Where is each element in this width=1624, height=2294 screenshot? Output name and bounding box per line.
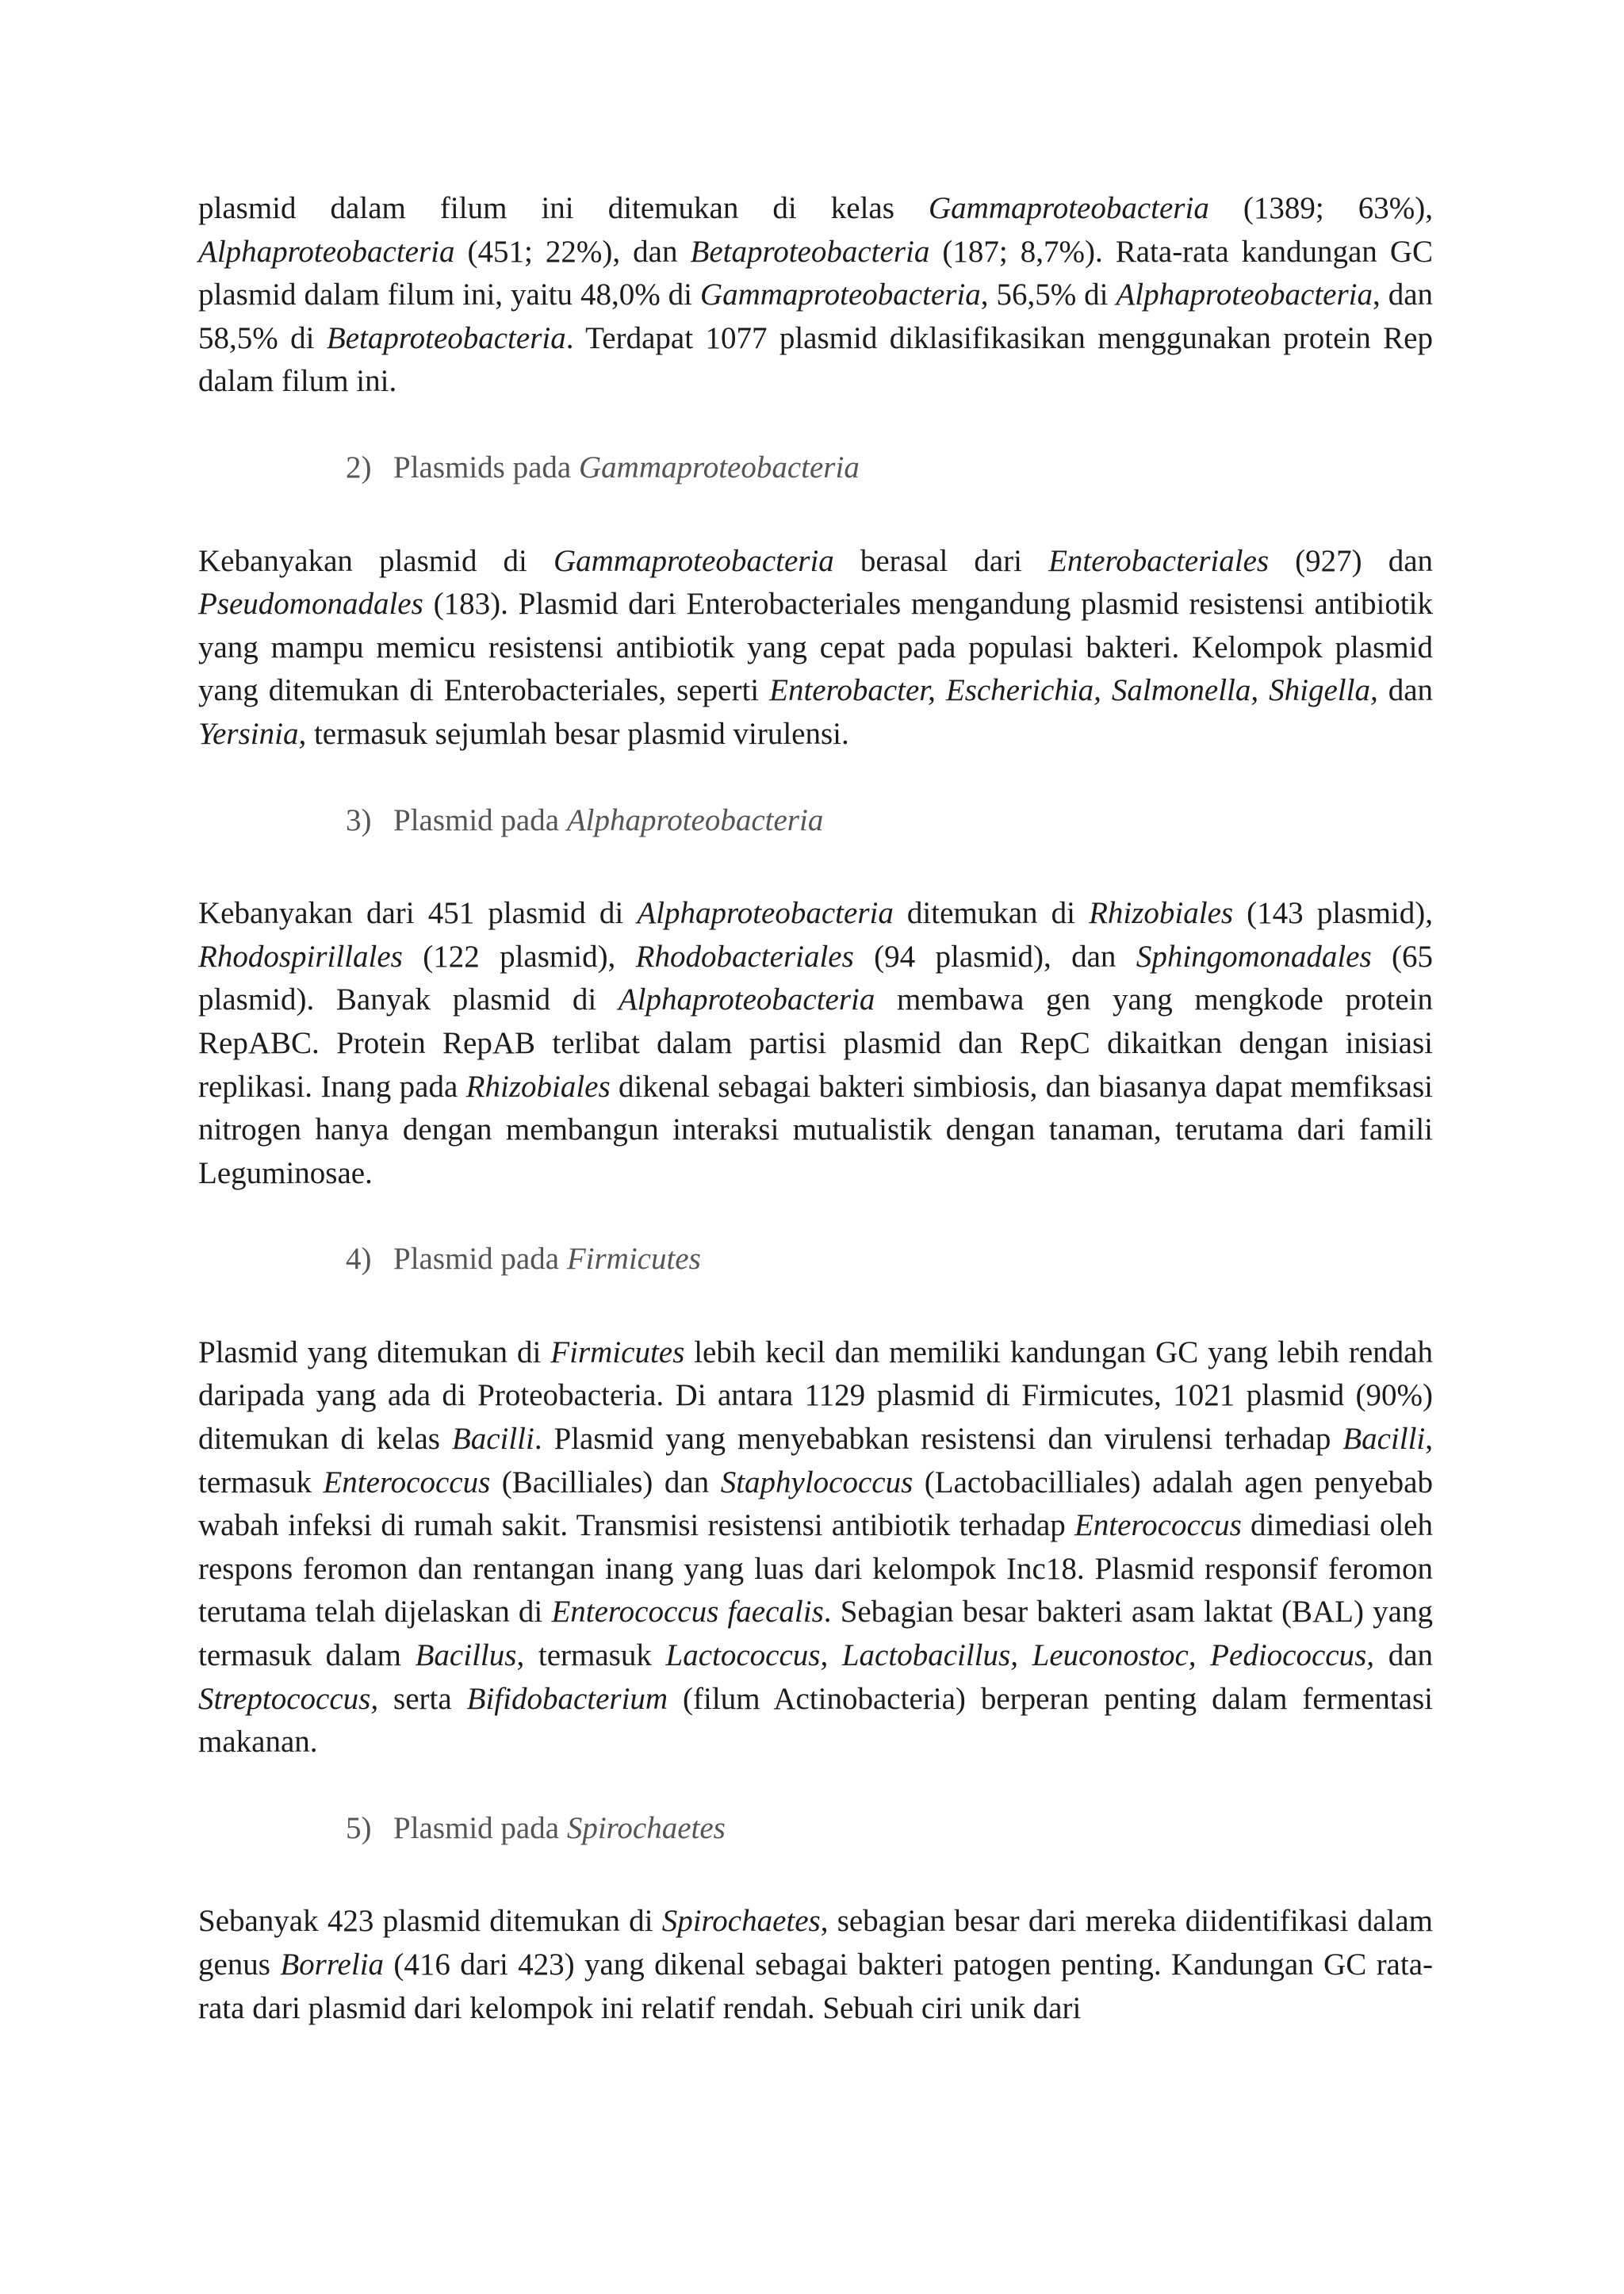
section-heading-taxon: Alphaproteobacteria <box>566 802 824 837</box>
section-heading-text: Plasmid pada <box>393 802 567 837</box>
taxon-name: Enterococcus <box>323 1465 491 1499</box>
paragraph-alphaproteobacteria <box>198 892 1433 1195</box>
text-run: (122 plasmid), <box>402 939 636 974</box>
text-run: Plasmid yang ditemukan di <box>198 1335 551 1369</box>
paragraph-firmicutes <box>198 1331 1433 1764</box>
paragraph-gammaproteobacteria <box>198 540 1433 756</box>
text-run: dan <box>1377 673 1434 708</box>
section-heading-gammaproteobacteria <box>198 446 1433 490</box>
section-heading-alphaproteobacteria <box>198 799 1433 843</box>
taxon-name: Alphaproteobacteria <box>637 896 894 931</box>
taxon-name: Borrelia <box>280 1947 385 1982</box>
text-run: , termasuk <box>198 1422 1433 1499</box>
text-run: dan <box>1374 1638 1434 1673</box>
taxon-name: Enterococcus faecalis <box>551 1595 824 1630</box>
section-heading-text: Plasmid pada <box>393 1242 567 1277</box>
section-heading-taxon: Gammaproteobacteria <box>578 450 860 484</box>
text-run: berasal dari <box>833 543 1049 578</box>
taxon-name: Streptococcus, <box>198 1681 379 1716</box>
text-run: plasmid dalam filum ini ditemukan di kelas <box>198 191 929 225</box>
text-run: (94 plasmid), dan <box>853 939 1136 974</box>
text-run: (183). Plasmid dari Enterobacteriales mengandung plasmid resistensi antibiotik yang mampu memicu resistensi antibiotik yang cepat pada populasi bakteri. Kelompok plasmid yang ditemukan di Enterobacteriales, seperti <box>198 587 1433 708</box>
taxon-name: Enterococcus <box>1074 1508 1242 1543</box>
text-run: . Sebagian besar bakteri asam laktat (BAL) yang termasuk dalam <box>198 1595 1433 1673</box>
text-run: , sebagian besar dari mereka diidentifikasi dalam genus <box>198 1904 1434 1982</box>
section-heading-spirochaetes <box>198 1807 1433 1851</box>
text-run: (filum Actinobacteria) berperan penting dalam fermentasi makanan. <box>198 1681 1433 1760</box>
taxon-name: Alphaproteobacteria <box>1116 278 1373 312</box>
taxon-name: Betaproteobacteria <box>326 320 566 355</box>
text-run: , termasuk <box>516 1638 666 1673</box>
text-run: termasuk sejumlah besar plasmid virulensi. <box>306 716 849 751</box>
text-run: , dan 58,5% di <box>198 278 1433 355</box>
text-run: ditemukan di <box>893 896 1090 931</box>
taxon-name: Betaproteobacteria <box>690 234 930 269</box>
text-run: Kebanyakan dari 451 plasmid di <box>198 896 638 931</box>
taxon-name: Sphingomonadales <box>1136 939 1372 974</box>
taxon-name: Yersinia, <box>198 716 307 751</box>
text-run: lebih kecil dan memiliki kandungan GC yang lebih rendah daripada yang ada di Proteobacteria. Di antara 1129 plasmid di Firmicutes, 1021 plasmid (90%) ditemukan di kelas <box>198 1335 1433 1457</box>
text-run: (451; 22%), dan <box>454 234 691 269</box>
taxon-name: Rhizobiales <box>1089 896 1234 931</box>
section-heading-text: Plasmid pada <box>393 1810 567 1845</box>
text-run: (927) dan <box>1269 543 1433 578</box>
section-number: 4) <box>346 1242 372 1277</box>
text-run: . Terdapat 1077 plasmid diklasifikasikan menggunakan protein Rep dalam filum ini. <box>198 320 1433 399</box>
taxon-name: Enterobacteriales <box>1048 543 1270 578</box>
taxon-name: Gammaproteobacteria <box>699 278 981 312</box>
taxon-name: Rhizobiales <box>465 1069 611 1104</box>
text-run: Kebanyakan plasmid di <box>198 543 553 578</box>
taxon-name: Bacilli <box>451 1422 534 1457</box>
taxon-name: Gammaproteobacteria <box>928 191 1209 225</box>
section-heading-taxon: Firmicutes <box>566 1242 701 1277</box>
taxon-name: Gammaproteobacteria <box>553 543 834 578</box>
text-run: (187; 8,7%). Rata-rata kandungan GC plasmid dalam filum ini, yaitu 48,0% di <box>198 234 1433 312</box>
taxon-name: Spirochaetes <box>661 1904 821 1939</box>
section-heading-taxon: Spirochaetes <box>566 1810 726 1845</box>
taxon-name: Alphaproteobacteria <box>618 982 875 1017</box>
taxon-name: Bifidobacterium <box>466 1681 668 1716</box>
text-run: (65 plasmid). Banyak plasmid di <box>198 939 1433 1017</box>
text-run: membawa gen yang mengkode protein RepABC. Protein RepAB terlibat dalam partisi plasmid dan RepC dikaitkan dengan inisiasi replikasi. Inang pada <box>198 982 1434 1104</box>
section-heading-firmicutes <box>198 1238 1433 1281</box>
text-run: dikenal sebagai bakteri simbiosis, dan biasanya dapat memfiksasi nitrogen hanya dengan membangun interaksi mutualistik dengan tanaman, terutama dari famili Leguminosae. <box>198 1069 1433 1190</box>
text-run: (1389; 63%), <box>1208 191 1433 225</box>
section-number: 2) <box>346 450 372 484</box>
text-run: , 56,5% di <box>980 278 1116 312</box>
taxon-name: Rhodospirillales <box>198 939 403 974</box>
taxon-name: Staphylococcus <box>720 1465 914 1499</box>
taxon-name: Rhodobacteriales <box>635 939 854 974</box>
taxon-name: Bacilli <box>1342 1422 1426 1457</box>
text-run: (Bacilliales) dan <box>490 1465 721 1499</box>
section-heading-text: Plasmids pada <box>393 450 579 484</box>
taxon-name: Alphaproteobacteria <box>198 234 455 269</box>
text-run: (Lactobacilliales) adalah agen penyebab wabah infeksi di rumah sakit. Transmisi resistensi antibiotik terhadap <box>198 1465 1433 1543</box>
taxon-name: Enterobacter, Escherichia, Salmonella, Shigella, <box>769 673 1378 708</box>
paragraph-spirochaetes <box>198 1900 1433 2030</box>
text-run: Sebanyak 423 plasmid ditemukan di <box>198 1904 662 1939</box>
text-run: dimediasi oleh respons feromon dan rentangan inang yang luas dari kelompok Inc18. Plasmid responsif feromon terutama telah dijelaskan di <box>198 1508 1433 1630</box>
document-page <box>198 187 1433 2030</box>
taxon-name: Pseudomonadales <box>198 587 423 622</box>
paragraph-intro <box>198 187 1433 404</box>
taxon-name: Lactococcus, Lactobacillus, Leuconostoc, Pediococcus, <box>665 1638 1375 1673</box>
taxon-name: Firmicutes <box>550 1335 685 1369</box>
taxon-name: Bacillus <box>415 1638 517 1673</box>
text-run: (416 dari 423) yang dikenal sebagai bakteri patogen penting. Kandungan GC rata-rata dari plasmid dari kelompok ini relatif rendah. Sebuah ciri unik dari <box>198 1947 1433 2025</box>
section-number: 5) <box>346 1810 372 1845</box>
text-run: serta <box>378 1681 467 1716</box>
section-number: 3) <box>346 802 372 837</box>
text-run: (143 plasmid), <box>1233 896 1433 931</box>
text-run: . Plasmid yang menyebabkan resistensi dan virulensi terhadap <box>534 1422 1343 1457</box>
